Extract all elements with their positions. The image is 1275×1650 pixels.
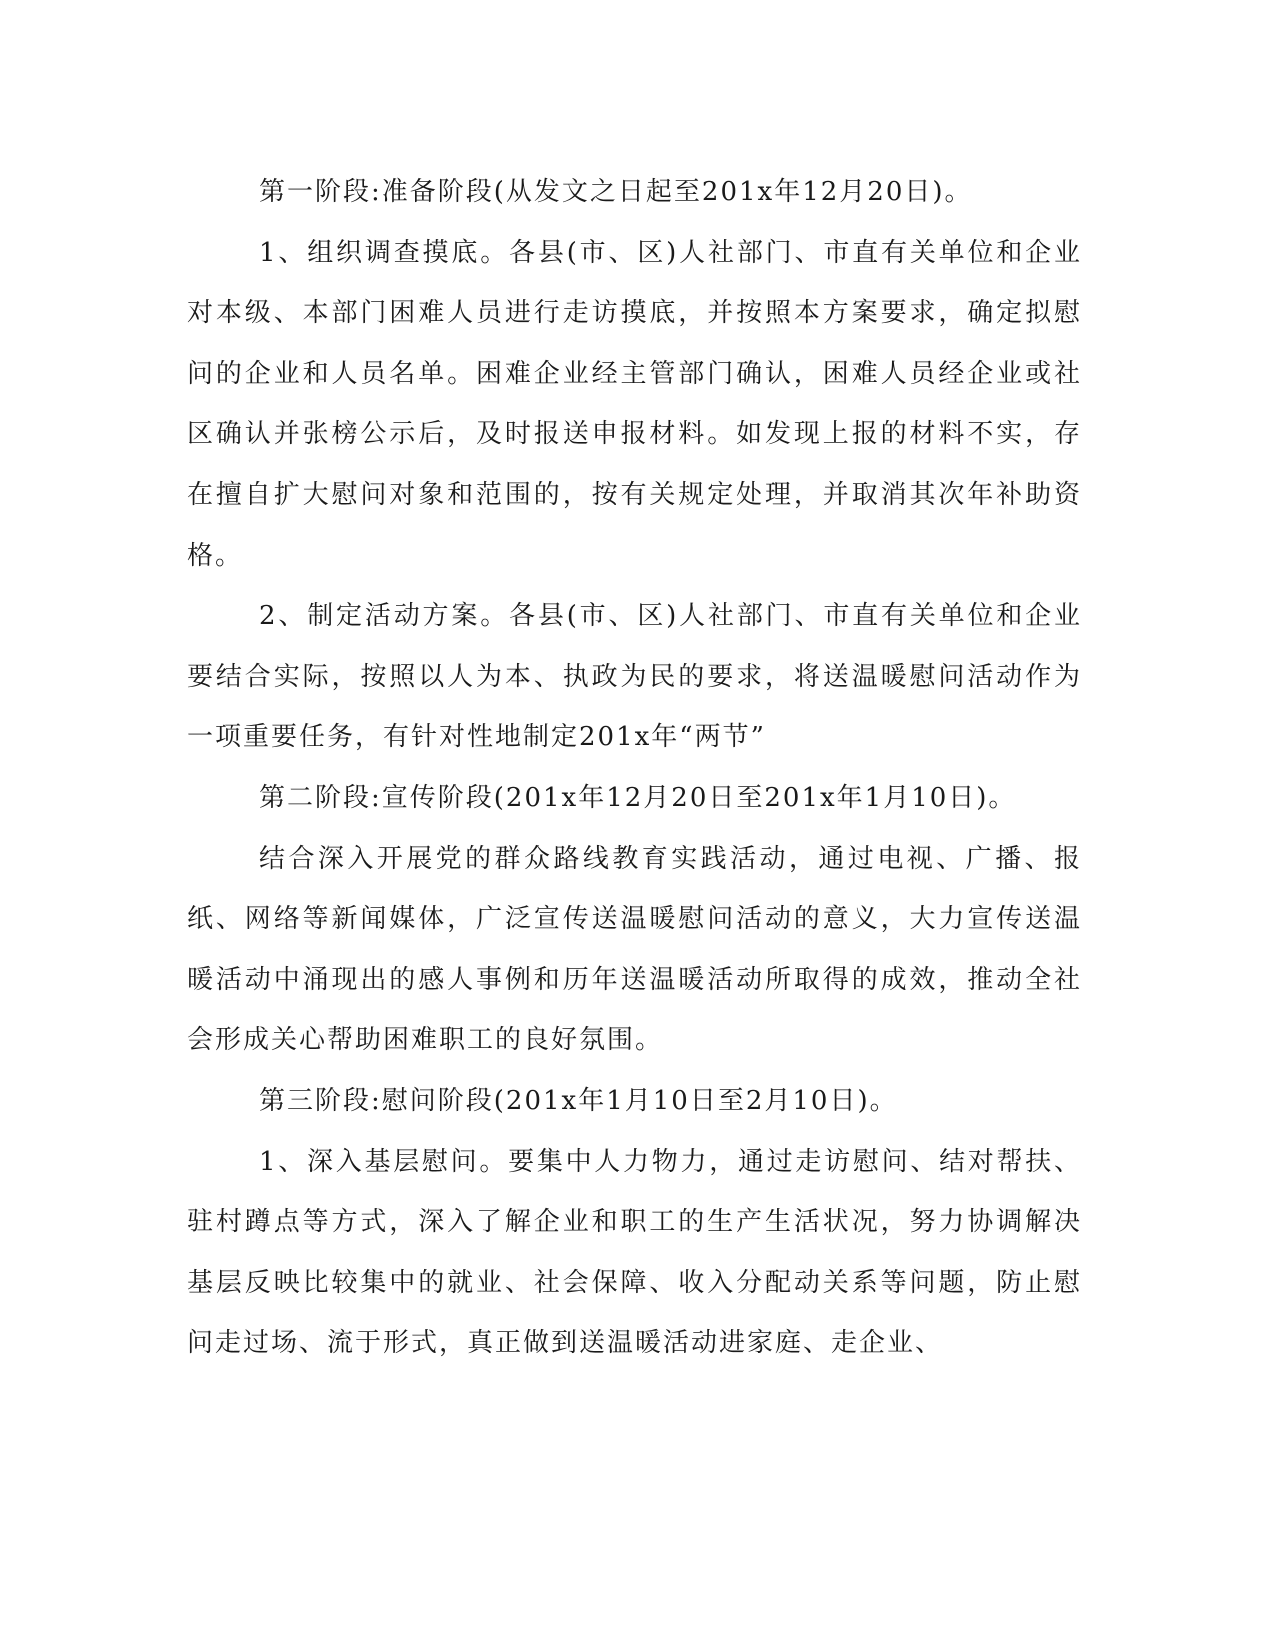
paragraph-grassroots-visits: 1、深入基层慰问。要集中人力物力，通过走访慰问、结对帮扶、驻村蹲点等方式，深入了解企业和职工的生产生活状况，努力协调解决基层反映比较集中的就业、社会保障、收入分配动关系等问题，防止慰问走过场、流于形式，真正做到送温暖活动进家庭、走企业、 xyxy=(187,1146,1082,1359)
paragraph-stage-three-heading: 第三阶段:慰问阶段(201x年1月10日至2月10日)。 xyxy=(259,1085,898,1116)
paragraph-activity-plan: 2、制定活动方案。各县(市、区)人社部门、市直有关单位和企业要结合实际，按照以人为本、执政为民的要求，将送温暖慰问活动作为一项重要任务，有针对性地制定201x年“两节” xyxy=(187,601,1082,753)
paragraph-stage-one-heading: 第一阶段:准备阶段(从发文之日起至201x年12月20日)。 xyxy=(259,177,973,207)
paragraph-stage-two-heading: 第二阶段:宣传阶段(201x年12月20日至201x年1月10日)。 xyxy=(259,782,1017,813)
paragraph-survey: 1、组织调查摸底。各县(市、区)人社部门、市直有关单位和企业对本级、本部门困难人员进行走访摸底，并按照本方案要求，确定拟慰问的企业和人员名单。困难企业经主管部门确认，困难人员经企业或社区确认并张榜公示后，及时报送申报材料。如发现上报的材料不实，存在擅自扩大慰问对象和范围的，按有关规定处理，并取消其次年补助资格。 xyxy=(187,237,1082,571)
paragraph-publicity: 结合深入开展党的群众路线教育实践活动，通过电视、广播、报纸、网络等新闻媒体，广泛宣传送温暖慰问活动的意义，大力宣传送温暖活动中涌现出的感人事例和历年送温暖活动所取得的成效，推动全社会形成关心帮助困难职工的良好氛围。 xyxy=(187,843,1082,1056)
document-body xyxy=(187,162,1082,1374)
